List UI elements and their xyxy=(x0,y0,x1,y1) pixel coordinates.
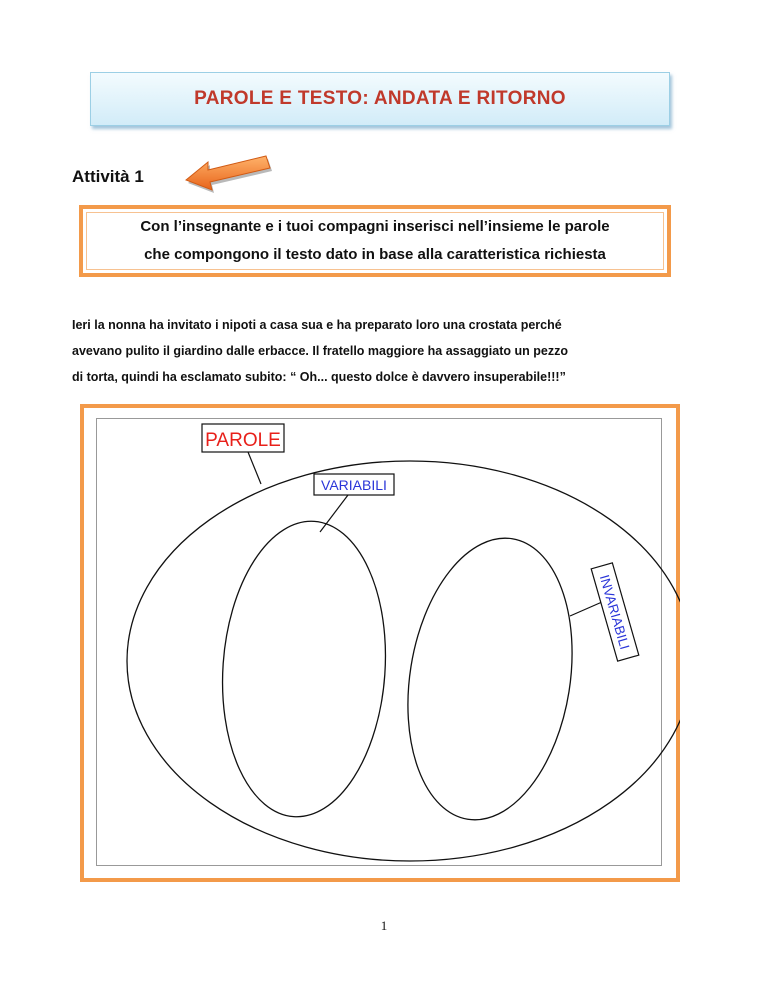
venn-diagram xyxy=(80,404,680,882)
invariabili-connector xyxy=(570,602,602,616)
page-number: 1 xyxy=(380,918,388,933)
instructions-box xyxy=(79,205,671,277)
variabili-label: VARIABILI xyxy=(321,477,387,493)
passage-line-1: Ieri la nonna ha invitato i nipoti a casa sua e ha preparato loro una crostata perché xyxy=(72,318,562,332)
page-title: PAROLE E TESTO: ANDATA E RITORNO xyxy=(194,88,566,109)
set-invariabili xyxy=(389,526,591,832)
instructions-line-2: che compongono il testo dato in base alla caratteristica richiesta xyxy=(144,246,606,263)
parole-connector xyxy=(248,452,261,484)
reading-passage xyxy=(72,312,692,390)
orange-arrow-icon xyxy=(182,150,274,194)
invariabili-label: INVARIABILI xyxy=(596,573,633,652)
activity-label: Attività 1 xyxy=(72,167,144,186)
passage-line-2: avevano pulito il giardino dalle erbacce. Il fratello maggiore ha assaggiato un pezzo xyxy=(72,344,568,358)
passage-line-3: di torta, quindi ha esclamato subito: “ Oh... questo dolce è davvero insuperabile!!!” xyxy=(72,370,566,384)
set-variabili xyxy=(213,516,395,823)
set-parole xyxy=(127,461,680,861)
instructions-line-1: Con l’insegnante e i tuoi compagni inserisci nell’insieme le parole xyxy=(140,218,610,235)
parole-label: PAROLE xyxy=(205,430,281,451)
variabili-connector xyxy=(320,495,348,532)
title-banner xyxy=(90,72,670,126)
